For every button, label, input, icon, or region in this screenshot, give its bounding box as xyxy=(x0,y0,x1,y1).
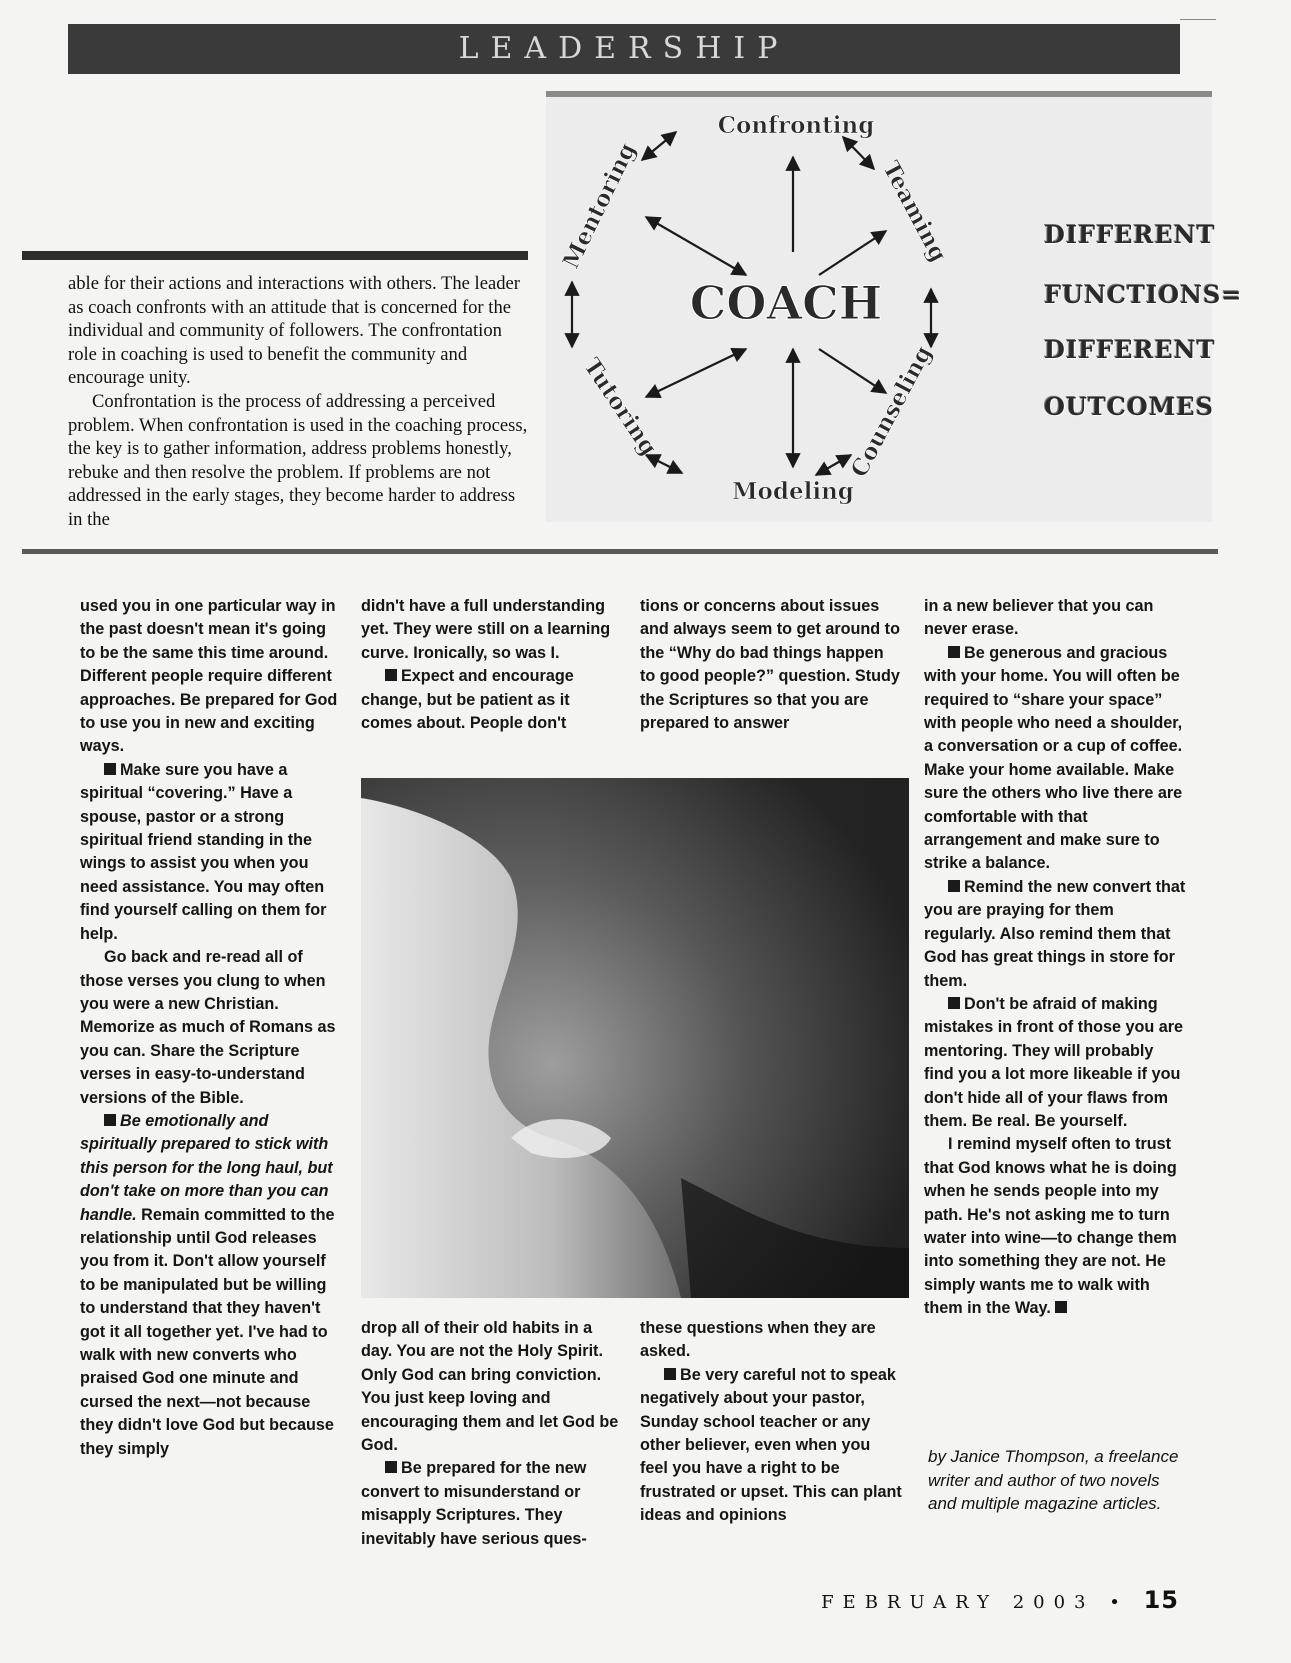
bullet-icon xyxy=(385,1461,397,1473)
bullet-icon xyxy=(104,1114,116,1126)
col4-paragraph-4: Don't be afraid of making mistakes in front of those you are mentoring. They will probably find you a lot more likeable if you don't hide all of your flaws from them. Be real. Be yourself. xyxy=(924,994,1184,1130)
section-divider-rule xyxy=(22,549,1218,554)
intro-rule xyxy=(22,251,528,260)
col4-paragraph-3: Remind the new convert that you are praying for them regularly. Also remind them that God has great things in store for them. xyxy=(924,877,1186,990)
footer-date: FEBRUARY 2003 xyxy=(821,1592,1095,1613)
col1-paragraph-4: Be emotionally and spiritually prepared to stick with this person for the long haul, but don't take on more than you can handle. Remain committed to the relationship until God releases you from it. Don't allow yourself to be manipulated but be willing to understand that they haven't got it all together yet. I've had to walk with new converts who praised God one minute and cursed the next—not because they didn't love God but because they simply xyxy=(80,1111,335,1458)
col3-bottom-paragraph-2: Be very careful not to speak negatively about your pastor, Sunday school teacher or any other believer, even when you feel you have a right to be frustrated or upset. This can plant ideas and opinions xyxy=(640,1365,902,1525)
end-mark-icon xyxy=(1055,1301,1067,1313)
bullet-icon xyxy=(104,763,116,775)
author-byline: by Janice Thompson, a freelance writer and author of two novels and multiple magazine articles. xyxy=(928,1447,1179,1514)
arrow-to-mentoring xyxy=(646,217,746,275)
intro-text xyxy=(68,272,530,532)
bullet-icon xyxy=(385,669,397,681)
node-tutoring: Tutoring xyxy=(577,353,663,461)
intro-paragraph-1: able for their actions and interactions with others. The leader as coach confronts with an attitude that is concerned for the individual and community of followers. The confrontation role in coaching is used to benefit the community and encourage unity. xyxy=(68,273,520,389)
bullet-icon xyxy=(664,1368,676,1380)
section-title: LEADERSHIP xyxy=(458,31,790,66)
col4-paragraph-2: Be generous and gracious with your home. You will often be required to “share your space” with people who need a shoulder, a conversation or a cup of coffee. Make your home available. Make sure the others who live there are comfortable with that arrangement and make sure to strike a balance. xyxy=(924,643,1183,873)
footer-separator: • xyxy=(1109,1592,1129,1613)
col2-top-paragraph-1: didn't have a full understanding yet. They were still on a learning curve. Ironically, so was I. xyxy=(361,597,611,662)
bullet-icon xyxy=(948,646,960,658)
outcome-line-1: DIFFERENT xyxy=(1044,220,1216,249)
col1-paragraph-3: Go back and re-read all of those verses you clung to when you were a new Christian. Memorize as much of Romans as you can. Share the Scripture verses in easy-to-understand versions of the Bible. xyxy=(80,948,336,1107)
coach-diagram xyxy=(546,97,966,522)
column-1 xyxy=(80,595,342,1461)
col1-paragraph-2: Make sure you have a spiritual “covering.” Have a spouse, pastor or a strong spiritual friend standing in the wings to assist you when you need assistance. You may often find yourself calling on them for help. xyxy=(80,760,327,943)
outcome-line-2: FUNCTIONS= xyxy=(1044,280,1243,309)
page-number: 15 xyxy=(1143,1586,1179,1614)
node-confronting: Confronting xyxy=(717,112,875,139)
header-tick-line xyxy=(1180,19,1216,20)
column-4 xyxy=(924,595,1186,1321)
column-2-bottom xyxy=(361,1317,623,1551)
outcome-line-4: OUTCOMES xyxy=(1044,392,1214,421)
diagram-center-coach: COACH xyxy=(689,276,883,330)
page-footer xyxy=(821,1586,1179,1614)
node-counseling: Counseling xyxy=(845,341,938,482)
face-photo xyxy=(361,778,909,1298)
col2-bottom-paragraph-1: drop all of their old habits in a day. You are not the Holy Spirit. Only God can bring conviction. You just keep loving and encouraging them and let God be God. xyxy=(361,1319,619,1455)
arrow-to-teaming xyxy=(819,231,886,275)
column-3-top xyxy=(640,595,902,735)
col1-paragraph-1: used you in one particular way in the past doesn't mean it's going to be the same this time around. Different people require different approaches. Be prepared for God to use you in new and exciting ways. xyxy=(80,597,338,756)
face-photo-image xyxy=(361,778,909,1298)
column-2-top xyxy=(361,595,623,735)
col2-bottom-paragraph-2: Be prepared for the new convert to misunderstand or misapply Scriptures. They inevitably have serious ques- xyxy=(361,1459,587,1548)
section-header-bar xyxy=(68,24,1180,74)
arrow-to-counseling xyxy=(819,349,886,393)
col4-paragraph-5: I remind myself often to trust that God knows what he is doing when he sends people into my path. He's not asking me to turn water into wine—to change them into something they are not. He simply wants me to walk with them in the Way. xyxy=(924,1135,1177,1318)
node-mentoring: Mentoring xyxy=(557,138,642,273)
arrow-to-tutoring xyxy=(646,349,746,397)
col4-paragraph-1: in a new believer that you can never erase. xyxy=(924,597,1154,639)
node-modeling: Modeling xyxy=(732,478,854,505)
col2-top-paragraph-2: Expect and encourage change, but be patient as it comes about. People don't xyxy=(361,667,574,733)
bullet-icon xyxy=(948,997,960,1009)
column-3-bottom xyxy=(640,1317,902,1528)
bullet-icon xyxy=(948,880,960,892)
intro-paragraph-2: Confrontation is the process of addressing a perceived problem. When confrontation is used in the coaching process, the key is to gather information, address problems honestly, rebuke and then resolve the problem. If problems are not addressed in the early stages, they become harder to address in the xyxy=(68,390,528,530)
outcome-line-3: DIFFERENT xyxy=(1044,335,1216,364)
col3-top-paragraph-1: tions or concerns about issues and always seem to get around to the “Why do bad things happen to good people?” question. Study the Scriptures so that you are prepared to answer xyxy=(640,597,900,733)
col3-bottom-paragraph-1: these questions when they are asked. xyxy=(640,1319,876,1361)
node-teaming: Teaming xyxy=(876,156,953,267)
